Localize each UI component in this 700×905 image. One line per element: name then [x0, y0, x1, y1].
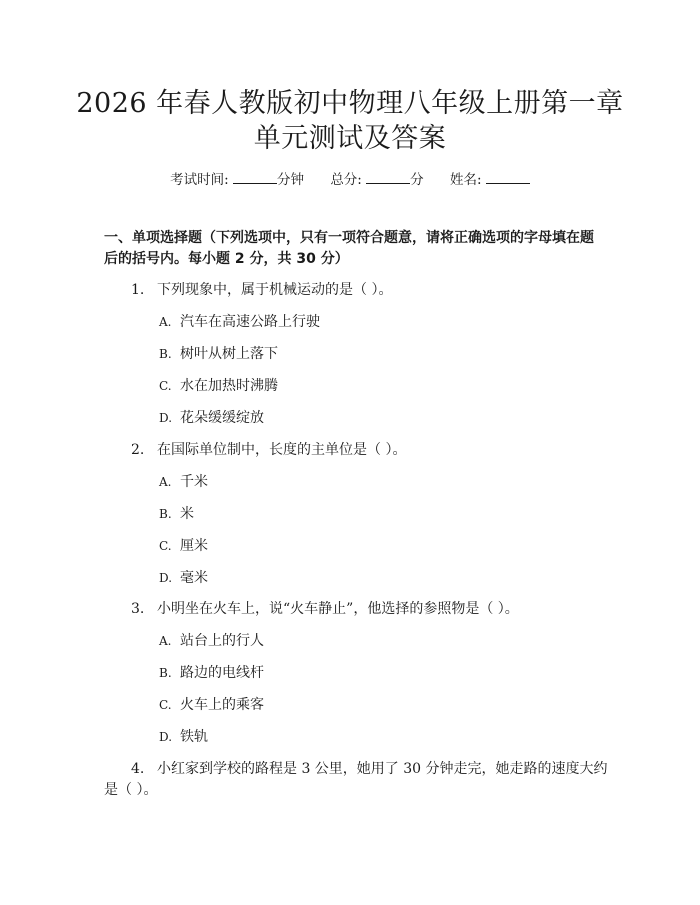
- question-number: 4.: [131, 761, 145, 777]
- option-text: 千米: [180, 474, 208, 490]
- exam-time-blank: [233, 170, 277, 184]
- question-text: 下列现象中，属于机械运动的是（ ）。: [157, 282, 393, 298]
- question-3-option-d: [159, 727, 208, 747]
- section-heading-line-1: 一、单项选择题（下列选项中，只有一项符合题意，请将正确选项的字母填在题: [104, 230, 594, 246]
- option-text: 树叶从树上落下: [180, 346, 278, 362]
- document-title-line-1: 2026 年春人教版初中物理八年级上册第一章: [76, 88, 624, 119]
- question-2-option-c: [159, 536, 208, 556]
- option-letter: A.: [159, 315, 172, 329]
- question-2-option-a: [159, 472, 208, 492]
- option-text: 水在加热时沸腾: [180, 378, 278, 394]
- total-score-unit: 分: [410, 172, 424, 188]
- option-letter: A.: [159, 634, 172, 648]
- student-name-label: 姓名:: [449, 172, 482, 188]
- option-text: 汽车在高速公路上行驶: [180, 314, 320, 330]
- option-letter: C.: [159, 539, 172, 553]
- option-text: 站台上的行人: [180, 633, 264, 649]
- question-3-option-b: [159, 663, 264, 683]
- question-4: [131, 759, 608, 779]
- total-score-blank: [366, 170, 410, 184]
- question-1-option-a: [159, 312, 320, 332]
- question-text: 在国际单位制中，长度的主单位是（ ）。: [157, 442, 407, 458]
- document-title-line-2: 单元测试及答案: [253, 123, 447, 154]
- exam-time-label: 考试时间:: [170, 172, 229, 188]
- question-3-option-a: [159, 631, 264, 651]
- total-score-field: [330, 172, 428, 188]
- question-2: [131, 440, 406, 460]
- question-1-option-b: [159, 344, 278, 364]
- question-number: 2.: [131, 442, 145, 458]
- option-text: 铁轨: [180, 729, 208, 745]
- question-3-option-c: [159, 695, 264, 715]
- exam-info-line: [0, 170, 700, 189]
- option-letter: B.: [159, 347, 172, 361]
- question-number: 3.: [131, 601, 145, 617]
- option-text: 厘米: [180, 538, 208, 554]
- question-number: 1.: [131, 282, 145, 298]
- question-3: [131, 599, 519, 619]
- question-1: [131, 280, 392, 300]
- option-letter: C.: [159, 379, 172, 393]
- question-1-option-d: [159, 408, 264, 428]
- exam-time-unit: 分钟: [277, 172, 305, 188]
- student-name-field: [450, 172, 530, 188]
- option-text: 毫米: [180, 570, 208, 586]
- student-name-blank: [486, 170, 530, 184]
- option-text: 花朵缓缓绽放: [180, 410, 264, 426]
- exam-time-field: [170, 172, 308, 188]
- question-2-option-d: [159, 568, 208, 588]
- option-letter: C.: [159, 698, 172, 712]
- option-letter: D.: [159, 730, 173, 744]
- option-letter: D.: [159, 411, 173, 425]
- option-text: 米: [180, 506, 194, 522]
- question-text: 小明坐在火车上，说“火车静止”，他选择的参照物是（ ）。: [157, 601, 519, 617]
- question-4-continuation: 是（ ）。: [104, 782, 158, 798]
- option-text: 路边的电线杆: [180, 665, 264, 681]
- section-heading-line-2: 后的括号内。每小题 2 分，共 30 分）: [104, 251, 349, 267]
- question-1-option-c: [159, 376, 278, 396]
- question-2-option-b: [159, 504, 194, 524]
- question-text: 小红家到学校的路程是 3 公里，她用了 30 分钟走完，她走路的速度大约: [157, 761, 608, 777]
- option-letter: B.: [159, 666, 172, 680]
- option-letter: A.: [159, 475, 172, 489]
- total-score-label: 总分:: [330, 172, 362, 188]
- option-letter: B.: [159, 507, 172, 521]
- option-text: 火车上的乘客: [180, 697, 264, 713]
- option-letter: D.: [159, 571, 173, 585]
